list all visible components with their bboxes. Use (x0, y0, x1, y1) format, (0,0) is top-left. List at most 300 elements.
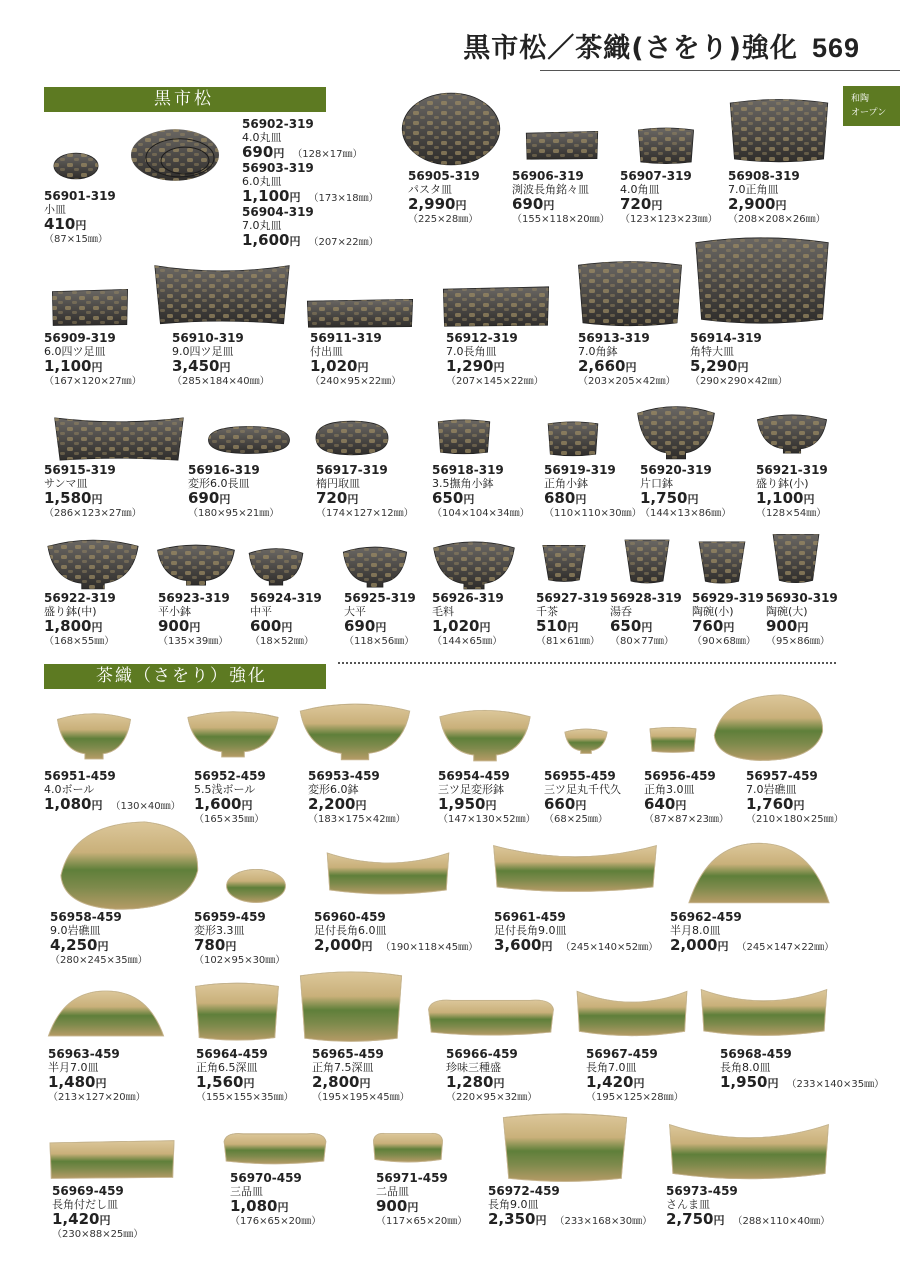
product-dims: （245×147×22㎜） (736, 942, 835, 953)
product-dims: （117×65×20㎜） (376, 1216, 468, 1227)
product-label (44, 464, 142, 520)
yen-unit: 円 (651, 199, 663, 212)
product-label (50, 911, 148, 967)
product-image (438, 704, 532, 762)
product-code: 56910-319 (172, 331, 244, 345)
product-name: 三ツ足丸千代久 (544, 783, 621, 796)
product-code: 56929-319 (692, 591, 764, 605)
product-name: 長角9.0皿 (488, 1198, 539, 1211)
product-dims: （87×87×23㎜） (644, 814, 729, 825)
product-image (546, 420, 600, 458)
product-image (342, 542, 408, 588)
product-image (498, 1110, 632, 1186)
product-dims: （80×77㎜） (610, 636, 674, 647)
product-image (130, 127, 230, 183)
product-code: 56927-319 (536, 591, 608, 605)
yen-unit: 円 (225, 940, 237, 953)
product-code: 56966-459 (446, 1047, 518, 1061)
yen-unit: 円 (189, 621, 201, 634)
product-code: 56920-319 (640, 463, 712, 477)
product-label (766, 592, 838, 648)
yen-unit: 円 (675, 799, 687, 812)
product-name: 足付長角6.0皿 (314, 924, 387, 937)
product-name: 9.0岩礁皿 (50, 924, 101, 937)
product-name: 片口鉢 (640, 477, 673, 490)
product-name: 9.0四ツ足皿 (172, 345, 234, 358)
product-code: 56960-459 (314, 910, 386, 924)
yen-unit: 円 (541, 940, 553, 953)
category-tab-line2: オープン (851, 108, 887, 118)
product-image (50, 285, 130, 329)
product-price: 1,420 (586, 1073, 634, 1091)
product-price: 4,250 (50, 936, 98, 954)
product-price: 1,800 (44, 617, 92, 635)
product-name: 4.0ボール (44, 783, 95, 796)
product-price: 1,580 (44, 489, 92, 507)
product-code: 56901-319 (44, 189, 116, 203)
product-price: 1,950 (438, 795, 486, 813)
product-dims: （203×205×42㎜） (578, 376, 676, 387)
product-image (248, 544, 304, 586)
product-code: 56925-319 (344, 591, 416, 605)
product-price: 1,290 (446, 357, 494, 375)
section-header-kuro: 黒市松 (44, 87, 326, 112)
product-name: 3.5撫角小鉢 (432, 477, 494, 490)
product-price: 690 (344, 617, 376, 635)
product-dims: （90×68㎜） (692, 636, 756, 647)
product-name: 5.5浅ボール (194, 783, 256, 796)
product-image (398, 90, 504, 168)
product-label (666, 1185, 830, 1228)
product-name: 4.0丸皿 (242, 131, 282, 144)
product-name: 中平 (250, 605, 272, 618)
product-image (46, 990, 166, 1040)
product-label (158, 592, 230, 648)
product-dims: （123×123×23㎜） (620, 214, 718, 225)
product-dims: （102×95×30㎜） (194, 955, 286, 966)
product-dims: （155×118×20㎜） (512, 214, 610, 225)
product-dims: （144×65㎜） (432, 636, 503, 647)
product-label (728, 170, 826, 226)
product-name: 千茶 (536, 605, 558, 618)
category-tab-line1: 和陶 (851, 94, 870, 104)
product-label (312, 1048, 410, 1104)
product-dims: （210×180×25㎜） (746, 814, 844, 825)
product-price: 780 (194, 936, 226, 954)
product-code: 56919-319 (544, 463, 616, 477)
product-code: 56959-459 (194, 910, 266, 924)
product-label (44, 332, 142, 388)
product-label (310, 332, 401, 388)
product-code: 56902-319 (242, 117, 314, 131)
product-image (622, 536, 672, 586)
product-label (188, 464, 279, 520)
product-price: 900 (158, 617, 190, 635)
product-label (432, 464, 530, 520)
product-image (52, 416, 186, 464)
product-dims: （130×40㎜） (110, 801, 181, 812)
yen-unit: 円 (575, 493, 587, 506)
product-label (172, 332, 270, 388)
product-label (242, 206, 379, 249)
product-code: 56930-319 (766, 591, 838, 605)
yen-unit: 円 (463, 493, 475, 506)
product-price: 760 (692, 617, 724, 635)
product-image (312, 418, 392, 458)
product-name: 7.0正角皿 (728, 183, 779, 196)
product-price: 720 (620, 195, 652, 213)
yen-unit: 円 (687, 493, 699, 506)
product-name: 陶碗(大) (766, 605, 808, 618)
product-price: 1,420 (52, 1210, 100, 1228)
product-code: 56963-459 (48, 1047, 120, 1061)
product-code: 56916-319 (188, 463, 260, 477)
product-name: 半月7.0皿 (48, 1061, 99, 1074)
product-dims: （110×110×30㎜） (544, 508, 642, 519)
product-name: 7.0岩礁皿 (746, 783, 797, 796)
yen-unit: 円 (797, 621, 809, 634)
product-label (494, 911, 658, 954)
product-dims: （183×175×42㎜） (308, 814, 406, 825)
yen-unit: 円 (289, 191, 301, 204)
product-code: 56904-319 (242, 205, 314, 219)
product-dims: （118×56㎜） (344, 636, 415, 647)
product-label (746, 770, 844, 826)
product-code: 56961-459 (494, 910, 566, 924)
page-title (463, 26, 860, 65)
category-tab (843, 86, 900, 126)
product-dims: （144×13×86㎜） (640, 508, 732, 519)
product-name: 足付長角9.0皿 (494, 924, 567, 937)
product-price: 640 (644, 795, 676, 813)
product-price: 690 (512, 195, 544, 213)
product-dims: （233×140×35㎜） (786, 1079, 885, 1090)
product-image (756, 410, 828, 454)
product-dims: （180×95×21㎜） (188, 508, 280, 519)
product-name: さんま皿 (666, 1198, 710, 1211)
product-image (46, 534, 140, 590)
product-dims: （155×155×35㎜） (196, 1092, 294, 1103)
product-label (314, 911, 478, 954)
product-name: 7.0丸皿 (242, 219, 282, 232)
product-dims: （104×104×34㎜） (432, 508, 530, 519)
product-label (690, 332, 788, 388)
product-name: 大平 (344, 605, 366, 618)
product-name: 三品皿 (230, 1185, 263, 1198)
product-name: 盛り鉢(中) (44, 605, 97, 618)
product-code: 56967-459 (586, 1047, 658, 1061)
product-dims: （195×195×45㎜） (312, 1092, 410, 1103)
product-label (408, 170, 480, 226)
product-name: 正角小鉢 (544, 477, 588, 490)
product-code: 56972-459 (488, 1184, 560, 1198)
yen-unit: 円 (775, 199, 787, 212)
product-code: 56923-319 (158, 591, 230, 605)
product-image (700, 984, 828, 1040)
product-label (610, 592, 682, 648)
product-name: 変形3.3皿 (194, 924, 245, 937)
product-dims: （18×52㎜） (250, 636, 314, 647)
yen-unit: 円 (713, 1214, 725, 1227)
product-image (540, 542, 588, 584)
product-price: 1,100 (242, 187, 290, 205)
product-image (296, 968, 406, 1046)
product-dims: （280×245×35㎜） (50, 955, 148, 966)
product-image (152, 263, 292, 329)
product-price: 1,020 (432, 617, 480, 635)
product-code: 56915-319 (44, 463, 116, 477)
product-name: パスタ皿 (408, 183, 452, 196)
product-price: 1,950 (720, 1073, 768, 1091)
product-dims: （165×35㎜） (194, 814, 265, 825)
product-name: 角特大皿 (690, 345, 734, 358)
product-image (58, 818, 202, 914)
product-label (438, 770, 536, 826)
product-code: 56953-459 (308, 769, 380, 783)
product-price: 5,290 (690, 357, 738, 375)
yen-unit: 円 (75, 219, 87, 232)
product-dims: （176×65×20㎜） (230, 1216, 322, 1227)
product-label (446, 332, 544, 388)
product-image (712, 692, 826, 764)
product-price: 600 (250, 617, 282, 635)
product-label (44, 592, 116, 648)
product-label (536, 592, 608, 648)
product-image (686, 842, 832, 908)
product-label (670, 911, 834, 954)
product-price: 2,660 (578, 357, 626, 375)
product-code: 56911-319 (310, 331, 382, 345)
product-dims: （208×208×26㎜） (728, 214, 826, 225)
product-price: 660 (544, 795, 576, 813)
product-code: 56905-319 (408, 169, 480, 183)
product-price: 900 (766, 617, 798, 635)
product-name: 珍味三種盛 (446, 1061, 501, 1074)
product-image (326, 848, 450, 898)
product-price: 2,750 (666, 1210, 714, 1228)
product-price: 2,990 (408, 195, 456, 213)
product-dims: （240×95×22㎜） (310, 376, 402, 387)
yen-unit: 円 (493, 1077, 505, 1090)
product-name: 正角6.5深皿 (196, 1061, 258, 1074)
product-dims: （195×125×28㎜） (586, 1092, 684, 1103)
product-label (242, 162, 379, 205)
product-name: 6.0丸皿 (242, 175, 282, 188)
yen-unit: 円 (455, 199, 467, 212)
yen-unit: 円 (347, 493, 359, 506)
product-price: 1,560 (196, 1073, 244, 1091)
product-code: 56965-459 (312, 1047, 384, 1061)
product-code: 56918-319 (432, 463, 504, 477)
product-image (492, 840, 658, 896)
product-dims: （81×61㎜） (536, 636, 600, 647)
product-label (316, 464, 414, 520)
product-code: 56971-459 (376, 1171, 448, 1185)
yen-unit: 円 (281, 621, 293, 634)
yen-unit: 円 (361, 940, 373, 953)
product-label (194, 770, 266, 826)
yen-unit: 円 (95, 1077, 107, 1090)
yen-unit: 円 (407, 1201, 419, 1214)
product-image (440, 282, 552, 330)
product-name: 三ツ足変形鉢 (438, 783, 504, 796)
product-code: 56969-459 (52, 1184, 124, 1198)
product-price: 2,000 (314, 936, 362, 954)
product-label (446, 1048, 537, 1104)
product-dims: （285×184×40㎜） (172, 376, 270, 387)
product-name: 毛料 (432, 605, 454, 618)
yen-unit: 円 (91, 361, 103, 374)
product-name: 正角7.5深皿 (312, 1061, 374, 1074)
product-label (242, 118, 363, 161)
product-image (298, 697, 412, 761)
product-label (644, 770, 729, 826)
yen-unit: 円 (479, 621, 491, 634)
product-label (720, 1048, 884, 1091)
product-label (44, 190, 116, 246)
product-price: 2,800 (312, 1073, 360, 1091)
product-image (426, 996, 556, 1040)
product-code: 56909-319 (44, 331, 116, 345)
product-code: 56917-319 (316, 463, 388, 477)
product-name: 楕円取皿 (316, 477, 360, 490)
product-image (636, 126, 696, 166)
product-image (304, 296, 416, 330)
product-image (696, 538, 748, 586)
product-name: 小皿 (44, 203, 66, 216)
product-code: 56958-459 (50, 910, 122, 924)
product-dims: （220×95×32㎜） (446, 1092, 538, 1103)
product-price: 1,100 (44, 357, 92, 375)
product-label (194, 911, 285, 967)
product-code: 56951-459 (44, 769, 116, 783)
yen-unit: 円 (723, 621, 735, 634)
product-dims: （168×55㎜） (44, 636, 115, 647)
product-dims: （128×54㎜） (756, 508, 827, 519)
product-image (648, 726, 698, 754)
yen-unit: 円 (219, 361, 231, 374)
yen-unit: 円 (803, 493, 815, 506)
product-price: 2,350 (488, 1210, 536, 1228)
product-price: 1,020 (310, 357, 358, 375)
product-name: 変形6.0鉢 (308, 783, 359, 796)
product-code: 56921-319 (756, 463, 828, 477)
product-code: 56912-319 (446, 331, 518, 345)
product-image (224, 868, 288, 904)
product-dims: （174×127×12㎜） (316, 508, 414, 519)
yen-unit: 円 (91, 493, 103, 506)
product-dims: （233×168×30㎜） (554, 1216, 653, 1227)
yen-unit: 円 (543, 199, 555, 212)
product-price: 1,760 (746, 795, 794, 813)
yen-unit: 円 (277, 1201, 289, 1214)
product-image (432, 536, 516, 590)
product-label (640, 464, 731, 520)
product-image (46, 1136, 178, 1182)
product-price: 1,080 (230, 1197, 278, 1215)
yen-unit: 円 (767, 1077, 779, 1090)
product-price: 1,750 (640, 489, 688, 507)
product-name: 陶碗(小) (692, 605, 734, 618)
product-name: 長角7.0皿 (586, 1061, 637, 1074)
product-dims: （230×88×25㎜） (52, 1229, 144, 1240)
product-price: 1,100 (756, 489, 804, 507)
product-code: 56964-459 (196, 1047, 268, 1061)
product-price: 3,600 (494, 936, 542, 954)
product-name: 湯呑 (610, 605, 632, 618)
product-code: 56955-459 (544, 769, 616, 783)
product-label (544, 770, 621, 826)
yen-unit: 円 (567, 621, 579, 634)
product-price: 690 (188, 489, 220, 507)
product-dims: （213×127×20㎜） (48, 1092, 146, 1103)
yen-unit: 円 (99, 1214, 111, 1227)
product-dims: （207×22㎜） (308, 237, 379, 248)
product-dims: （95×86㎜） (766, 636, 830, 647)
product-dims: （87×15㎜） (44, 234, 108, 245)
yen-unit: 円 (485, 799, 497, 812)
page-number: 569 (811, 33, 860, 63)
product-dims: （68×25㎜） (544, 814, 608, 825)
yen-unit: 円 (625, 361, 637, 374)
product-dims: （290×290×42㎜） (690, 376, 788, 387)
product-image (156, 540, 236, 586)
product-dims: （245×140×52㎜） (560, 942, 659, 953)
product-dims: （173×18㎜） (308, 193, 379, 204)
product-dims: （167×120×27㎜） (44, 376, 142, 387)
product-label (512, 170, 610, 226)
yen-unit: 円 (219, 493, 231, 506)
product-image (436, 418, 492, 456)
product-code: 56914-319 (690, 331, 762, 345)
product-label (620, 170, 718, 226)
product-code: 56922-319 (44, 591, 116, 605)
product-label (376, 1172, 467, 1228)
product-label (196, 1048, 294, 1104)
product-code: 56954-459 (438, 769, 510, 783)
product-label (488, 1185, 652, 1228)
product-dims: （147×130×52㎜） (438, 814, 536, 825)
product-label (544, 464, 642, 520)
product-name: サンマ皿 (44, 477, 88, 490)
product-image (636, 400, 716, 460)
product-price: 1,280 (446, 1073, 494, 1091)
product-name: 付出皿 (310, 345, 343, 358)
yen-unit: 円 (289, 235, 301, 248)
product-price: 2,000 (670, 936, 718, 954)
product-image (204, 424, 294, 456)
yen-unit: 円 (717, 940, 729, 953)
product-code: 56907-319 (620, 169, 692, 183)
product-image (222, 1130, 328, 1168)
product-price: 410 (44, 215, 76, 233)
product-code: 56906-319 (512, 169, 584, 183)
product-code: 56908-319 (728, 169, 800, 183)
product-code: 56956-459 (644, 769, 716, 783)
product-code: 56962-459 (670, 910, 742, 924)
product-label (756, 464, 828, 520)
product-image (372, 1130, 444, 1166)
product-dims: （207×145×22㎜） (446, 376, 544, 387)
product-dims: （128×17㎜） (292, 149, 363, 160)
yen-unit: 円 (273, 147, 285, 160)
product-code: 56928-319 (610, 591, 682, 605)
page-title-text: 黒市松／茶織(さをり)強化 (463, 33, 798, 64)
yen-unit: 円 (641, 621, 653, 634)
product-label (52, 1185, 143, 1241)
yen-unit: 円 (241, 799, 253, 812)
product-name: 4.0角皿 (620, 183, 660, 196)
